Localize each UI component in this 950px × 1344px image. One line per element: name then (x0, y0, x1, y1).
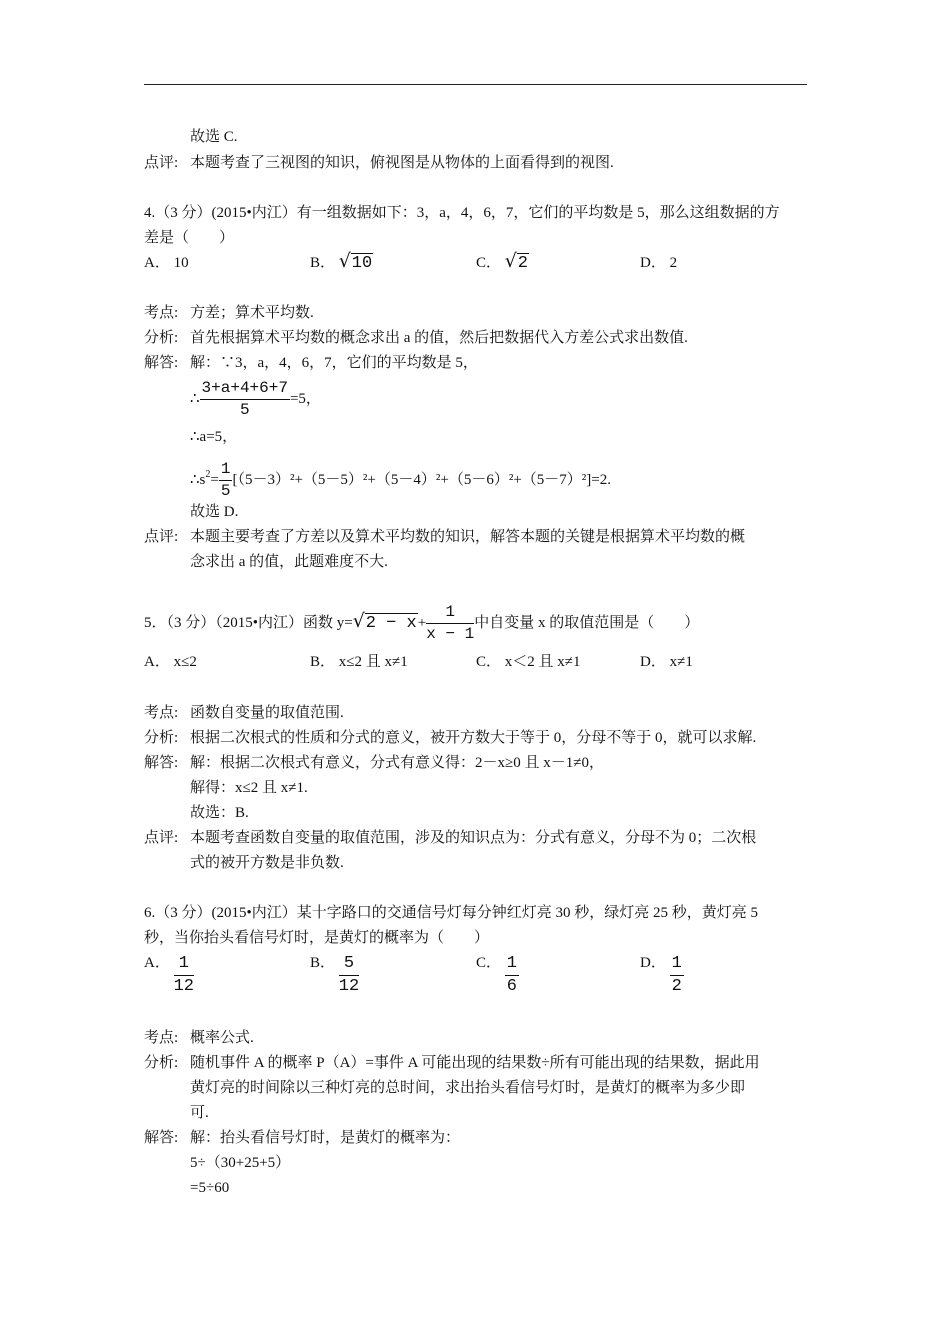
q3-choice: 故选 C. (190, 129, 238, 145)
q5-jieda-line1: 解：根据二次根式有意义，分式有意义得：2－x≥0 且 x－1≠0， (190, 755, 604, 771)
q5-fenxi-label: 分析: (144, 730, 179, 746)
q5-stem-plus: + (417, 614, 427, 631)
q5-stem-post: 中自变量 x 的取值范围是（ ） (474, 614, 700, 631)
q4-option-c-radicand: 2 (517, 254, 528, 273)
q6-option-d-denominator: 2 (671, 977, 682, 996)
q5-jieda-label: 解答: (144, 755, 179, 771)
q4-option-a: A． 10 (144, 255, 189, 271)
q6-option-a-label: A． (144, 955, 170, 971)
q5-kaodian-label: 考点: (144, 705, 179, 721)
q5-stem-denominator: x − 1 (426, 625, 475, 643)
q6-option-b-fraction (339, 953, 359, 998)
q5-kaodian: 函数自变量的取值范围. (190, 705, 344, 721)
q4-variance-fraction (219, 459, 233, 502)
q6-option-d-label: D． (640, 955, 666, 971)
q6-option-c-fraction (505, 953, 519, 998)
q4-option-b-sqrt (338, 250, 373, 274)
q4-comment-label: 点评: (144, 529, 179, 545)
q6-fenxi-line2: 黄灯亮的时间除以三种灯亮的总时间，求出抬头看信号灯时，是黄灯的概率为多少即 (190, 1080, 746, 1096)
q5-stem-pre: 5．（3 分）（2015•内江）函数 y= (144, 614, 353, 631)
radical-sign-icon: √ (338, 250, 351, 272)
q4-variance-s: ∴s (190, 472, 206, 488)
q5-comment-label: 点评: (144, 830, 179, 846)
q4-mean-fraction (200, 378, 290, 421)
radical-sign-icon: √ (504, 250, 517, 272)
q4-option-b (310, 250, 373, 274)
q6-fenxi-line1: 随机事件 A 的概率 P（A）=事件 A 可能出现的结果数÷所有可能出现的结果数，据此用 (190, 1055, 760, 1071)
q5-comment-line2: 式的被开方数是非负数. (190, 855, 344, 871)
q4-option-b-label: B． (310, 255, 336, 271)
q4-jieda-line1: 解：∵3，a，4，6，7，它们的平均数是 5， (190, 355, 478, 371)
q5-stem-radicand: 2 − x (365, 613, 417, 633)
q6-option-d-numerator: 1 (670, 953, 684, 976)
q6-option-a-denominator: 12 (173, 977, 194, 996)
q4-mean-result: =5， (289, 390, 321, 407)
q6-option-c-label: C． (476, 955, 502, 971)
q6-option-c-numerator: 1 (505, 953, 519, 976)
q5-stem-fraction (426, 602, 474, 645)
q6-jieda-line2: 5÷（30+25+5） (190, 1155, 291, 1171)
q4-variance-numerator: 1 (219, 459, 233, 481)
q4-mean-denominator: 5 (239, 401, 250, 419)
q3-comment-label: 点评: (144, 155, 179, 171)
q4-step-variance (190, 455, 611, 502)
q5-choice: 故选：B. (190, 805, 249, 821)
q6-option-b (310, 953, 359, 998)
q4-kaodian-label: 考点: (144, 305, 179, 321)
q4-option-c (476, 250, 529, 274)
q6-kaodian-label: 考点: (144, 1030, 179, 1046)
q4-variance-denominator: 5 (220, 482, 231, 501)
q5-jieda-line2: 解得：x≤2 且 x≠1. (190, 780, 308, 796)
q6-option-b-numerator: 5 (339, 953, 359, 976)
q4-option-c-sqrt (504, 250, 529, 274)
q6-option-a-fraction (174, 953, 194, 998)
q4-stem-line1: 4.（3 分）(2015•内江）有一组数据如下：3，a，4，6，7，它们的平均数是 5，那么这组数据的方 (144, 205, 780, 221)
q6-option-a (144, 953, 194, 998)
q4-option-b-radicand: 10 (351, 254, 373, 273)
therefore-symbol: ∴ (190, 390, 200, 407)
q6-fenxi-label: 分析: (144, 1055, 179, 1071)
q4-option-d: D． 2 (640, 255, 678, 271)
q5-comment-line1: 本题考查函数自变量的取值范围，涉及的知识点为：分式有意义，分母不为 0；二次根 (190, 830, 757, 846)
q5-stem-numerator: 1 (426, 602, 474, 624)
q4-fenxi-label: 分析: (144, 330, 179, 346)
q5-fenxi: 根据二次根式的性质和分式的意义，被开方数大于等于 0，分母不等于 0，就可以求解. (190, 730, 757, 746)
q3-comment: 本题考查了三视图的知识，俯视图是从物体的上面看得到的视图. (190, 155, 614, 171)
q4-mean-numerator: 3+a+4+6+7 (200, 378, 290, 400)
q5-option-d: D． x≠1 (640, 654, 693, 670)
q4-stem-line2: 差是（ ） (144, 230, 235, 246)
q6-option-b-denominator: 12 (338, 977, 360, 996)
q4-comment-line2: 念求出 a 的值，此题难度不大. (190, 554, 388, 570)
q6-option-d (640, 953, 684, 998)
q5-option-c: C． x＜2 且 x≠1 (476, 654, 581, 670)
q6-option-b-label: B． (310, 955, 336, 971)
q4-kaodian: 方差；算术平均数. (190, 305, 314, 321)
q6-kaodian: 概率公式. (190, 1030, 254, 1046)
q5-stem (144, 602, 699, 645)
q6-option-a-numerator: 1 (174, 953, 194, 976)
q4-jieda-label: 解答: (144, 355, 179, 371)
q6-fenxi-line3: 可. (190, 1105, 209, 1121)
q4-step-a: ∴a=5， (190, 429, 238, 445)
q6-stem-line1: 6.（3 分）(2015•内江）某十字路口的交通信号灯每分钟红灯亮 30 秒，绿灯亮 25 秒，黄灯亮 5 (144, 905, 759, 921)
q5-option-a: A． x≤2 (144, 654, 197, 670)
q4-variance-expression: [（5－3）²+（5－5）²+（5－4）²+（5－6）²+（5－7）²]=2. (232, 472, 611, 488)
q6-stem-line2: 秒，当你抬头看信号灯时，是黄灯的概率为（ ） (144, 930, 490, 946)
q4-comment-line1: 本题主要考查了方差以及算术平均数的知识，解答本题的关键是根据算术平均数的概 (190, 529, 746, 545)
q4-choice: 故选 D. (190, 504, 239, 520)
q4-step-mean (190, 378, 321, 421)
q5-stem-sqrt (353, 604, 418, 644)
q6-jieda-line1: 解：抬头看信号灯时，是黄灯的概率为： (190, 1130, 461, 1146)
q4-option-c-label: C． (476, 255, 502, 271)
q6-option-d-fraction (670, 953, 684, 998)
q6-jieda-line3: =5÷60 (190, 1180, 230, 1196)
q4-variance-eq: = (210, 472, 219, 488)
q4-fenxi: 首先根据算术平均数的概念求出 a 的值，然后把数据代入方差公式求出数值. (190, 330, 688, 346)
q4-variance-exp: 2 (205, 469, 211, 480)
q6-jieda-label: 解答: (144, 1130, 179, 1146)
q6-option-c (476, 953, 519, 998)
q5-option-b: B． x≤2 且 x≠1 (310, 654, 408, 670)
radical-sign-icon: √ (352, 609, 365, 632)
header-rule (144, 84, 807, 85)
q6-option-c-denominator: 6 (506, 977, 517, 996)
